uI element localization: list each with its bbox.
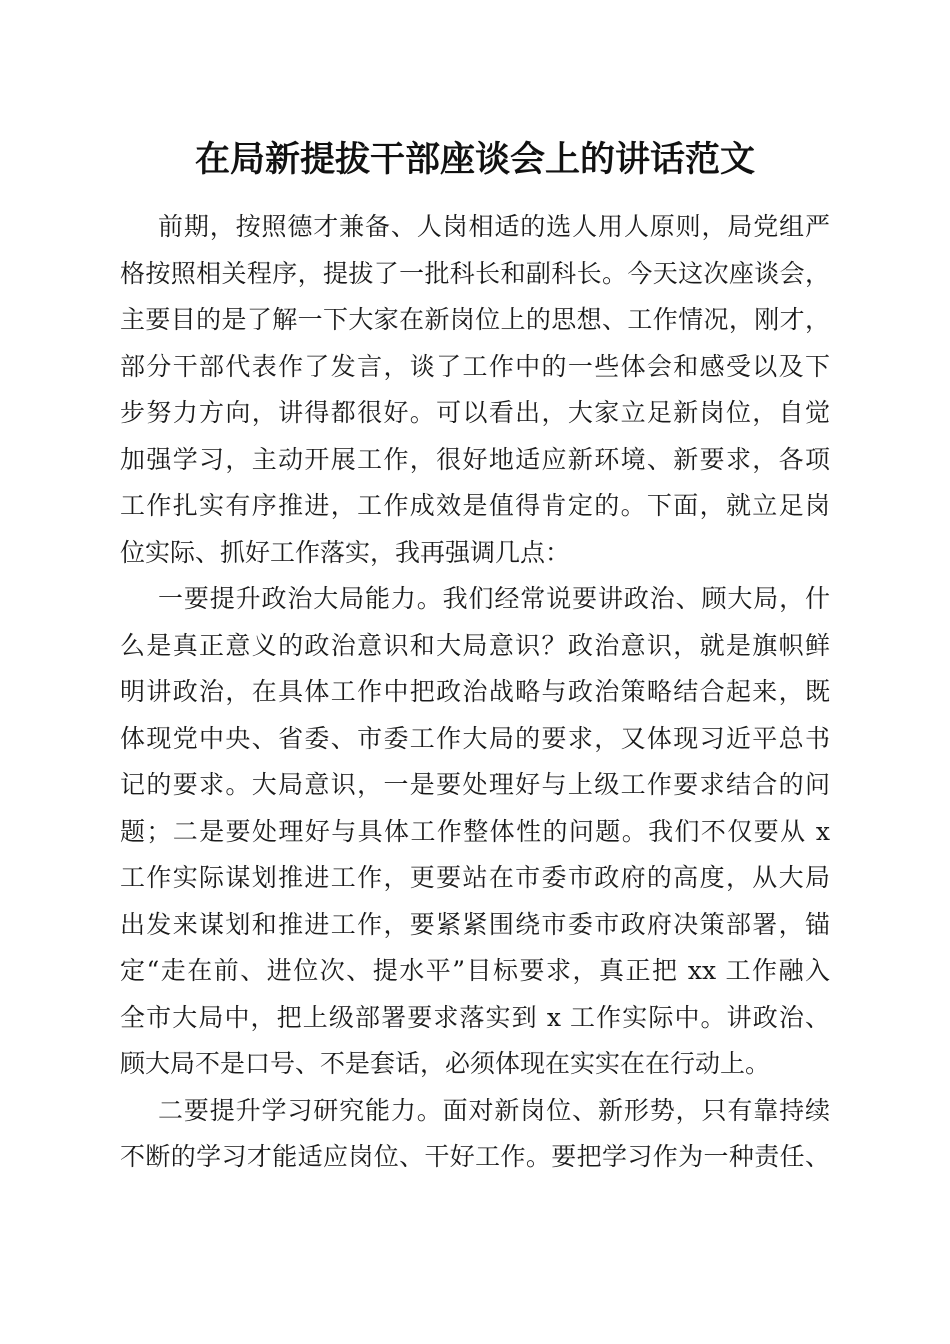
document-body	[120, 204, 830, 1181]
paragraph-line: 前期，按照德才兼备、人岗相适的选人用人原则，局党组严	[158, 212, 830, 241]
paragraph-political	[120, 576, 830, 1088]
paragraph-line: 不断的学习才能适应岗位、干好工作。要把学习作为一种责任、	[120, 1142, 830, 1171]
paragraph-line: 体现党中央、省委、市委工作大局的要求，又体现习近平总书	[120, 723, 830, 753]
paragraph-line: 主要目的是了解一下大家在新岗位上的思想、工作情况，刚才，	[120, 305, 830, 334]
paragraph-line: 位实际、抓好工作落实，我再强调几点：	[120, 537, 571, 567]
paragraph-line: 么是真正意义的政治意识和大局意识？政治意识，就是旗帜鲜	[120, 630, 830, 660]
paragraph-line: 部分干部代表作了发言，谈了工作中的一些体会和感受以及下	[120, 351, 830, 381]
paragraph-line: 格按照相关程序，提拔了一批科长和副科长。今天这次座谈会，	[120, 258, 830, 288]
paragraph-line: 顾大局不是口号、不是套话，必须体现在实实在在行动上。	[120, 1049, 771, 1078]
paragraph-line: 全市大局中，把上级部署要求落实到 x 工作实际中。讲政治、	[120, 1002, 830, 1032]
paragraph-line: 工作扎实有序推进，工作成效是值得肯定的。下面，就立足岗	[120, 491, 830, 520]
paragraph-learning	[120, 1088, 830, 1181]
paragraph-line: 明讲政治，在具体工作中把政治战略与政治策略结合起来，既	[120, 677, 830, 706]
paragraph-line: 加强学习，主动开展工作，很好地适应新环境、新要求，各项	[120, 444, 830, 474]
paragraph-line: 定“走在前、进位次、提水平”目标要求，真正把 xx 工作融入	[120, 956, 830, 985]
document-title: 在局新提拔干部座谈会上的讲话范文	[194, 139, 755, 180]
paragraph-line: 记的要求。大局意识，一是要处理好与上级工作要求结合的问	[120, 770, 830, 799]
paragraph-intro	[120, 204, 830, 576]
paragraph-line: 步努力方向，讲得都很好。可以看出，大家立足新岗位，自觉	[120, 398, 830, 427]
paragraph-line: 一要提升政治大局能力。我们经常说要讲政治、顾大局，什	[158, 584, 830, 613]
paragraph-line: 出发来谋划和推进工作，要紧紧围绕市委市政府决策部署，锚	[120, 909, 830, 939]
paragraph-line: 工作实际谋划推进工作，更要站在市委市政府的高度，从大局	[120, 863, 830, 892]
paragraph-line: 题；二是要处理好与具体工作整体性的问题。我们不仅要从 x	[120, 816, 830, 846]
paragraph-line: 二要提升学习研究能力。面对新岗位、新形势，只有靠持续	[158, 1095, 830, 1125]
